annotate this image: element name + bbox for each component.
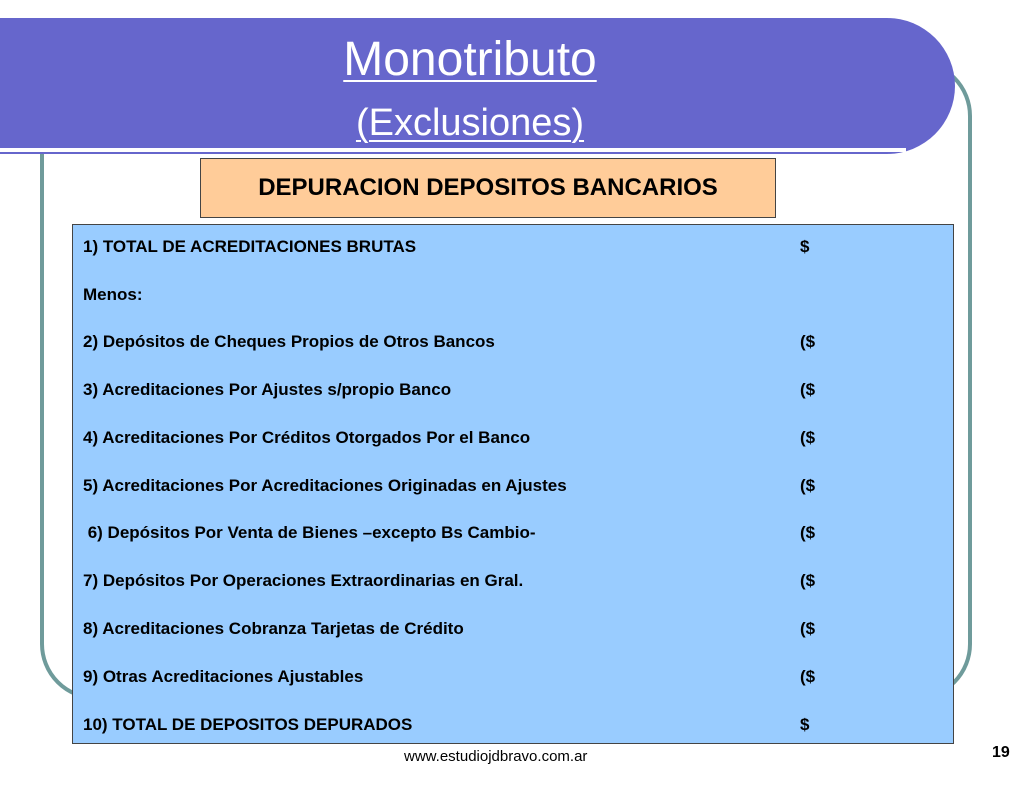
table-row [83,237,943,259]
row-amount: ($ [800,571,816,590]
row-label: 3) Acreditaciones Por Ajustes s/propio Banco [83,380,452,399]
row-label: 2) Depósitos de Cheques Propios de Otros Bancos [83,332,495,351]
row-amount: ($ [800,428,816,447]
table-row [83,428,943,450]
page-number: 19 [992,744,1010,761]
row-label: 7) Depósitos Por Operaciones Extraordinarias en Gral. [83,571,524,590]
table-row [83,380,943,402]
row-label: 1) TOTAL DE ACREDITACIONES BRUTAS [83,237,417,256]
row-amount: ($ [800,619,816,638]
table-row [83,571,943,593]
section-heading: DEPURACION DEPOSITOS BANCARIOS [200,158,776,218]
row-amount: ($ [800,523,816,542]
deposits-table [72,224,954,744]
footer-url: www.estudiojdbravo.com.ar [404,748,588,765]
row-amount: ($ [800,332,816,351]
slide-title: Monotributo [343,33,597,86]
table-row [83,715,943,737]
row-amount: $ [800,715,810,734]
table-row [83,667,943,689]
row-amount: $ [800,237,810,256]
row-label: 6) Depósitos Por Venta de Bienes –excepto Bs Cambio- [83,523,536,542]
row-amount: ($ [800,380,816,399]
row-label: 9) Otras Acreditaciones Ajustables [83,667,364,686]
table-row [83,523,943,545]
table-row [83,619,943,641]
table-row [83,476,943,498]
title-band [0,18,955,154]
row-amount: ($ [800,476,816,495]
row-label: 10) TOTAL DE DEPOSITOS DEPURADOS [83,715,413,734]
row-label: 4) Acreditaciones Por Créditos Otorgados Por el Banco [83,428,531,447]
slide-subtitle: (Exclusiones) [355,102,585,144]
table-row [83,285,943,307]
title-divider [0,148,906,152]
row-amount: ($ [800,667,816,686]
row-label: Menos: [83,285,143,304]
table-row [83,332,943,354]
row-label: 5) Acreditaciones Por Acreditaciones Originadas en Ajustes [83,476,567,495]
row-label: 8) Acreditaciones Cobranza Tarjetas de Crédito [83,619,464,638]
